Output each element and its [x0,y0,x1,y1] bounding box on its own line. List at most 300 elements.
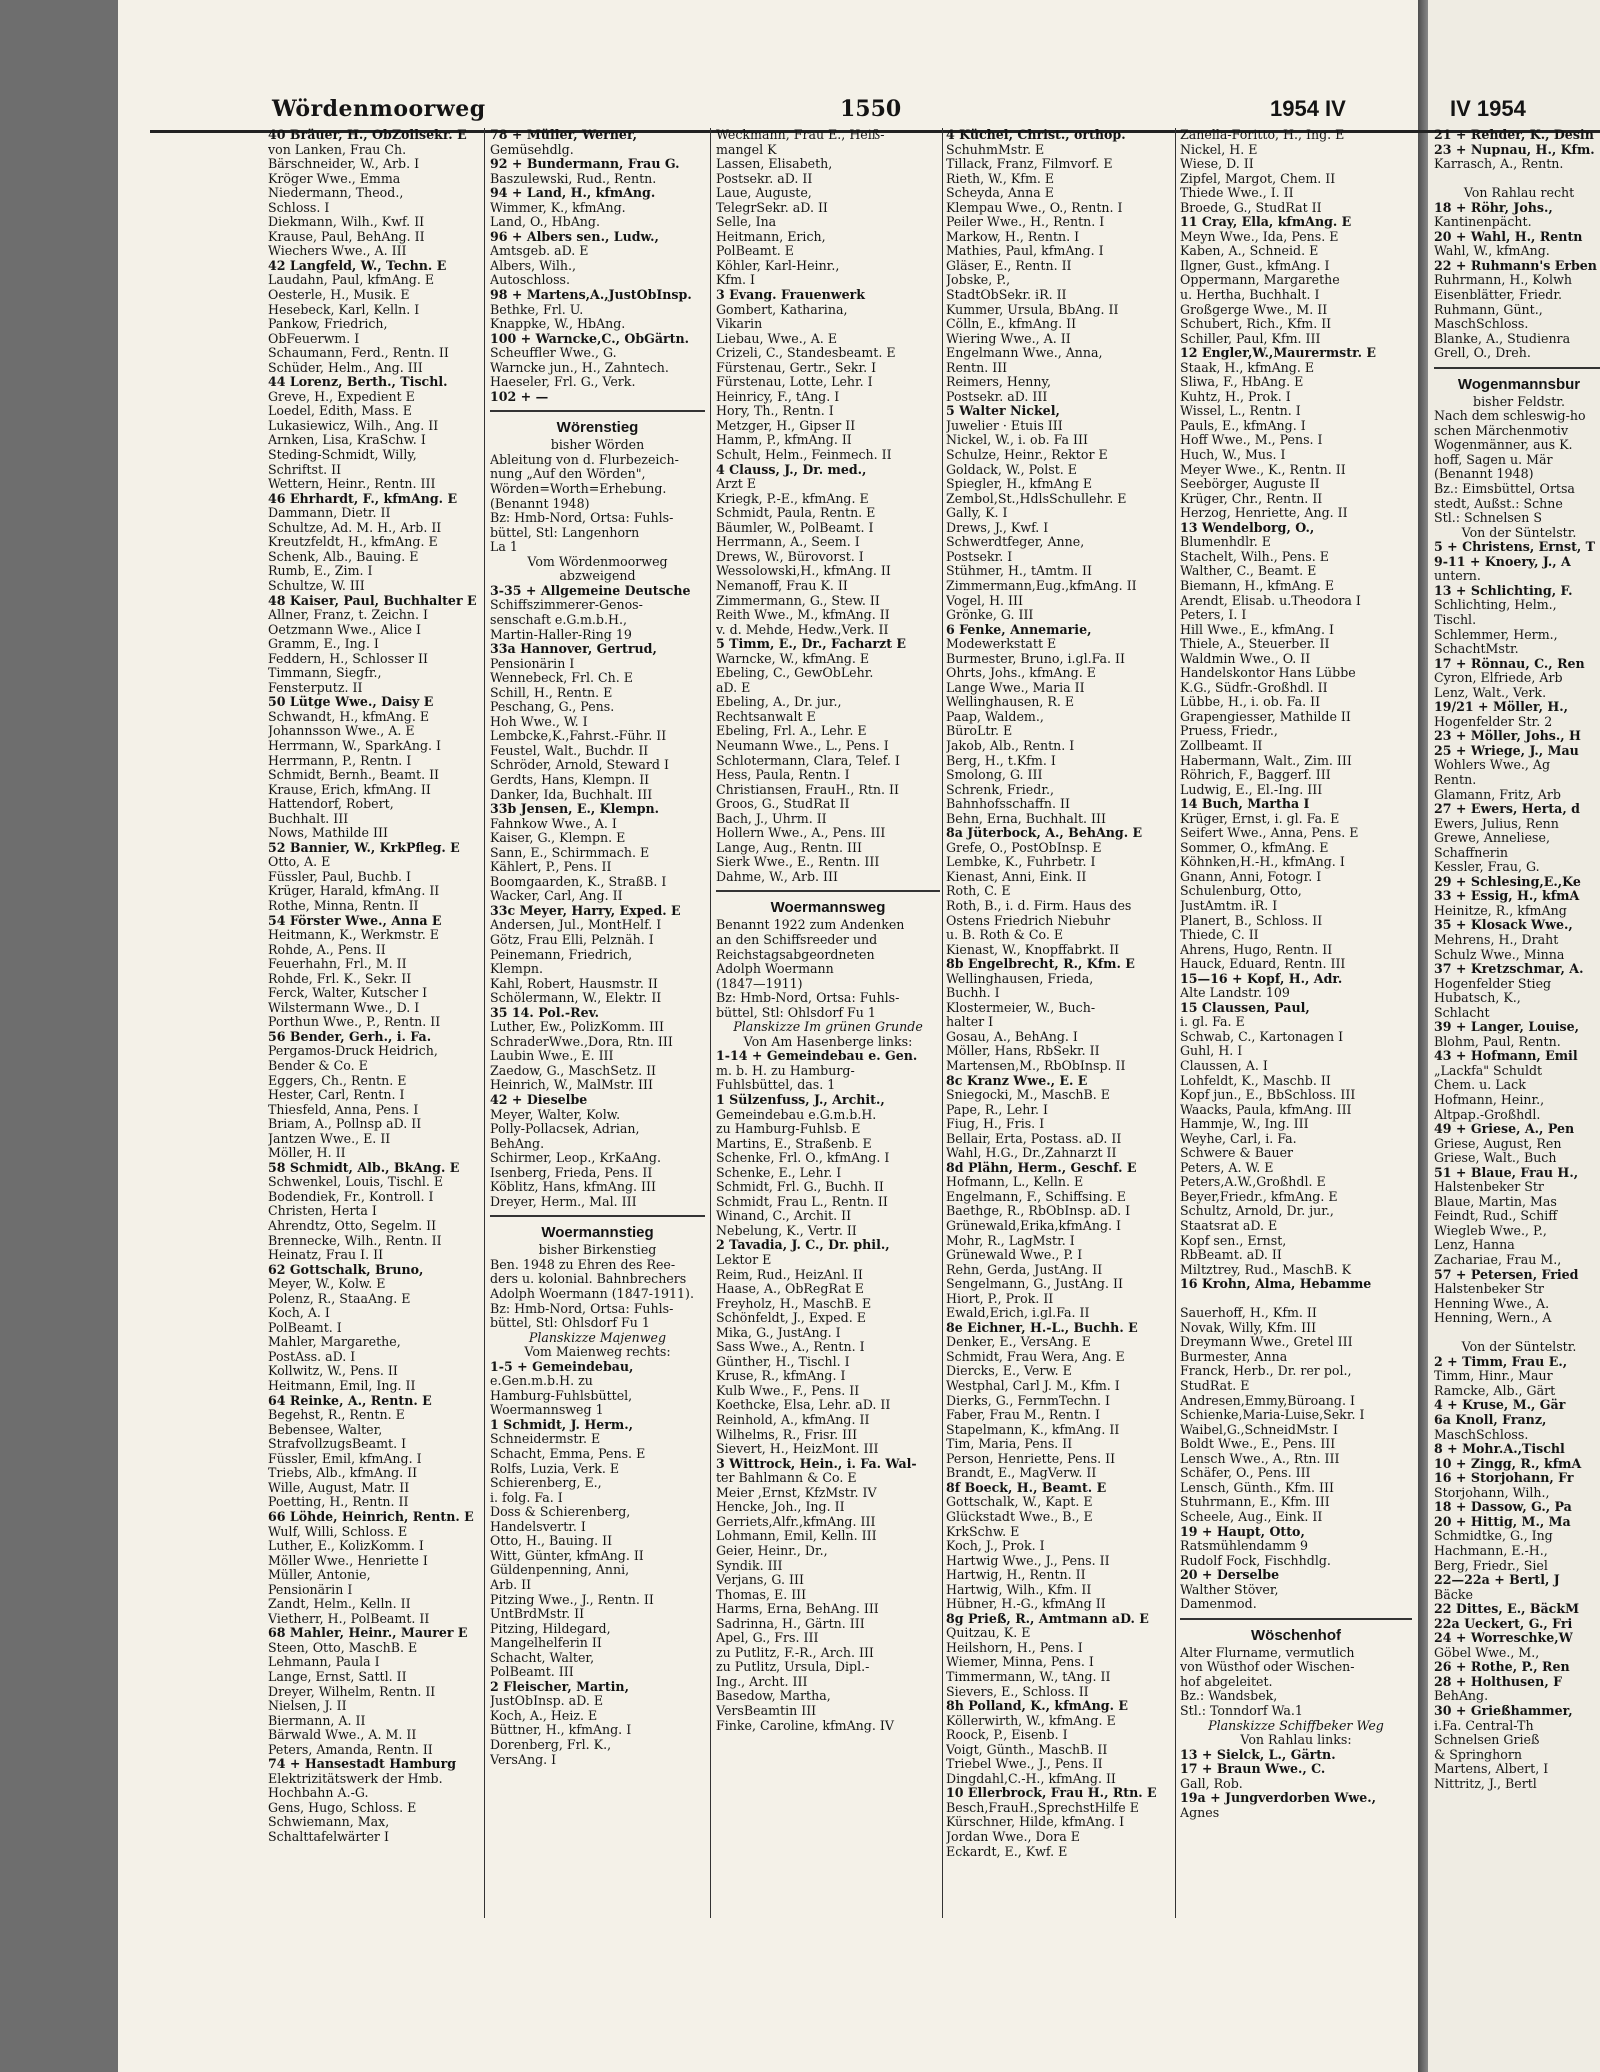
house-entry: 23 + Möller, Johs., H [1434,729,1581,744]
resident-entry: Kopf jun., E., BbSchloss. III [1180,1088,1356,1103]
resident-entry: Rieth, W., Kfm. E [946,171,1055,186]
resident-entry: Zanella-Foritto, H., Ing. E [1180,128,1345,142]
resident-entry: Hartwig, H., Rentn. II [946,1568,1086,1583]
house-entry: 4 + Kruse, M., Gär [1434,1398,1566,1413]
resident-entry: Guhl, H. I [1180,1044,1243,1059]
resident-entry: aD. E [716,680,751,695]
section-rule [1180,1612,1412,1620]
resident-entry: Witt, Günter, kfmAng. II [490,1548,644,1563]
resident-entry: Schulenburg, Otto, [1180,884,1302,899]
resident-entry: Schalttafelwärter I [268,1829,389,1844]
resident-entry: Dammann, Dietr. II [268,506,391,521]
resident-entry: Rolfs, Luzia, Verk. E [490,1461,620,1476]
resident-entry: Wiegleb Wwe., P., [1434,1223,1547,1238]
resident-entry: SchraderWwe.,Dora, Rtn. III [490,1034,673,1049]
resident-entry: Bz.: Eimsbüttel, Ortsa [1434,482,1575,497]
house-entry: 18 + Dassow, G., Pa [1434,1500,1572,1515]
resident-entry: Franck, Herb., Dr. rer pol., [1180,1364,1352,1379]
resident-entry: Behn, Erna, Buchhalt. III [946,811,1106,826]
resident-entry: Hollern Wwe., A., Pens. III [716,826,886,841]
resident-entry: Wahl, W., kfmAng. [1434,244,1550,259]
resident-entry: Steding-Schmidt, Willy, [268,448,417,463]
resident-entry: Bender & Co. E [268,1059,368,1073]
resident-entry: Sann, E., Schirmmach. E [490,845,650,860]
resident-entry: Claussen, A. I [1180,1059,1268,1073]
resident-entry: Koch, A. I [268,1306,330,1321]
house-entry: 52 Bannier, W., KrkPfleg. E [268,840,460,855]
resident-entry: Cyron, Elfriede, Arb [1434,671,1563,686]
resident-entry: Arendt, Elisab. u.Theodora I [1180,593,1361,608]
house-entry: 6a Knoll, Franz, [1434,1413,1547,1428]
resident-entry: Heitmann, K., Werkmstr. E [268,928,439,943]
resident-entry: Handelsvertr. I [490,1519,586,1534]
resident-entry: Kummer, Ursula, BbAng. II [946,302,1119,317]
directory-column [490,128,705,1928]
resident-entry: Luther, E., KolizKomm. I [268,1539,424,1554]
resident-entry: Warncke, W., kfmAng. E [716,651,870,666]
resident-entry: Ebeling, Frl. A., Lehr. E [716,724,867,739]
resident-entry: Brennecke, Wilh., Rentn. II [268,1233,442,1248]
resident-entry: Walther Stöver, [1180,1582,1279,1597]
resident-entry: Gramm, E., Ing. I [268,637,379,652]
house-entry: 33 + Essig, H., kfmA [1434,889,1580,904]
resident-entry: Schlemmer, Herm., [1434,627,1558,642]
resident-entry: Groos, G., StudRat II [716,797,850,812]
resident-entry: Polly-Pollacsek, Adrian, [490,1122,640,1137]
resident-entry: Müller, Antonie, [268,1568,371,1583]
resident-entry: Möller, H. II [268,1146,346,1161]
resident-entry: Gemüsehdlg. [490,142,574,157]
resident-entry: Kollwitz, W., Pens. II [268,1364,398,1379]
resident-entry: Stapelmann, K., kfmAng. II [946,1422,1120,1437]
resident-entry: Göbel Wwe., M., [1434,1645,1540,1660]
house-entry: 74 + Hansestadt Hamburg [268,1757,457,1772]
resident-entry: Verjans, G. III [716,1573,804,1588]
resident-entry: KrkSchw. E [946,1524,1020,1539]
directory-column [716,128,940,1928]
house-entry: 11 Cray, Ella, kfmAng. E [1180,215,1352,230]
resident-entry: Schmidt, Frl. G., Buchh. II [716,1180,884,1195]
resident-entry: v. d. Mehde, Hedw.,Verk. II [716,622,889,637]
resident-entry: Fürstenau, Lotte, Lehr. I [716,375,873,390]
resident-entry: ObFeuerwm. I [268,331,360,346]
house-entry: 24 + Worreschke,W [1434,1631,1573,1646]
resident-entry: Hartwig Wwe., J., Pens. II [946,1553,1110,1568]
resident-entry: Stachelt, Wilh., Pens. E [1180,549,1329,564]
resident-entry: Reim, Rud., HeizAnl. II [716,1267,863,1282]
resident-entry: Bellair, Erta, Postass. aD. II [946,1131,1122,1146]
resident-entry: Gall, Rob. [1180,1776,1243,1791]
resident-entry: K.G., Südfr.-Großhdl. II [1180,680,1328,695]
resident-entry: Lukasiewicz, Wilh., Ang. II [268,418,439,433]
street-note: bisher Wörden [550,438,645,453]
resident-entry: Jantzen Wwe., E. II [268,1131,391,1146]
resident-entry: Weyhe, Carl, i. Fa. [1180,1131,1297,1146]
house-entry: 33c Meyer, Harry, Exped. E [490,903,681,918]
resident-entry: Eggers, Ch., Rentn. E [268,1073,407,1088]
house-entry: 62 Gottschalk, Bruno, [268,1262,424,1277]
resident-entry: Briam, A., Pollnsp aD. II [268,1117,422,1132]
resident-entry: Kählert, P., Pens. II [490,860,612,875]
resident-entry: Wulf, Willi, Schloss. E [268,1524,408,1539]
resident-entry: Pensionärin I [490,656,575,671]
resident-entry: Laudahn, Paul, kfmAng. E [268,273,435,288]
resident-entry: büttel, Stl: Ohlsdorf Fu 1 [490,1316,650,1331]
resident-entry: Herrmann, A., Seem. I [716,535,860,550]
resident-entry: Grünewald,Erika,kfmAng. I [946,1219,1122,1234]
resident-entry: Schlacht [1434,1005,1490,1020]
resident-entry: Bz: Hmb-Nord, Ortsa: Fuhls- [490,1301,674,1316]
resident-entry: Fuhlsbüttel, das. 1 [716,1078,836,1093]
resident-entry: Schacht, Emma, Pens. E [490,1447,646,1462]
resident-entry: Staatsrat aD. E [1180,1219,1278,1234]
resident-entry: Schlotermann, Clara, Telef. I [716,753,900,768]
house-entry: 14 Buch, Martha I [1180,797,1310,812]
resident-entry: Benannt 1922 zum Andenken [716,918,905,933]
house-entry: 68 Mahler, Heinr., Maurer E [268,1626,468,1641]
resident-entry: (Benannt 1948) [1434,467,1534,482]
resident-entry: Loedel, Edith, Mass. E [268,404,412,419]
house-entry: 26 + Rothe, P., Ren [1434,1660,1570,1675]
house-entry: 33b Jensen, E., Klempn. [490,802,660,817]
resident-entry: Kuhtz, H., Prok. I [1180,389,1291,404]
resident-entry: Heinitze, R., kfmAng [1434,903,1567,918]
resident-entry: Kaiser, G., Klempn. E [490,831,626,846]
house-entry: 54 Förster Wwe., Anna E [268,913,442,928]
resident-entry: Waibel,G.,SchneidMstr. I [1180,1422,1339,1437]
house-entry: 58 Schmidt, Alb., BkAng. E [268,1160,460,1175]
house-entry: 4 Küchel, Christ., orthop. [946,128,1126,142]
resident-entry: Scheele, Aug., Eink. II [1180,1509,1323,1524]
resident-entry: Polenz, R., StaaAng. E [268,1291,411,1306]
resident-entry: Bäcke [1434,1587,1473,1602]
resident-entry: Markow, H., Rentn. I [946,229,1080,244]
resident-entry: Wennebeck, Frl. Ch. E [490,671,633,686]
resident-entry: Meier ,Ernst, KfzMstr. IV [716,1485,877,1500]
resident-entry: Altpap.-Großhdl. [1434,1107,1541,1122]
house-entry: 100 + Warncke,C., ObGärtn. [490,331,690,346]
resident-entry: Lensch Wwe., A., Rtn. III [1180,1451,1340,1466]
resident-entry: Fensterputz. II [268,680,363,695]
resident-entry: i. gl. Fa. E [1180,1015,1245,1030]
resident-entry: zu Putlitz, F.-R., Arch. III [716,1645,874,1660]
resident-entry: Niedermann, Theod., [268,186,404,201]
resident-entry: Peters, I. I [1180,608,1247,623]
resident-entry: Handelskontor Hans Lübbe [1180,666,1356,681]
resident-entry: Westphal, Carl J. M., Kfm. I [946,1379,1120,1394]
resident-entry: i.Fa. Central-Th [1434,1718,1534,1733]
resident-entry: Großgerge Wwe., M. II [1180,302,1328,317]
resident-entry: „Lackfa" Schuldt [1434,1063,1543,1078]
resident-entry: Grapengiesser, Mathilde II [1180,709,1351,724]
resident-entry: Lohmann, Emil, Kelln. III [716,1529,877,1544]
resident-entry: Griese, August, Ren [1434,1136,1562,1151]
resident-entry: Hory, Th., Rentn. I [716,404,834,419]
house-entry: 15 Claussen, Paul, [1180,1000,1310,1015]
house-entry: 2 Fleischer, Martin, [490,1679,629,1694]
resident-entry: hof abgeleitet. [1180,1674,1273,1689]
resident-entry: Haase, A., ObRegRat E [716,1282,864,1297]
resident-entry: Glamann, Fritz, Arb [1434,787,1561,802]
resident-entry: Heitmann, Emil, Ing. II [268,1379,416,1394]
resident-entry: Schenke, Frl. O., kfmAng. I [716,1151,890,1166]
resident-entry: VersAng. I [490,1752,557,1767]
resident-entry: Hachmann, E.-H., [1434,1543,1548,1558]
directory-column [946,128,1171,1928]
resident-entry: Dreymann Wwe., Gretel III [1180,1335,1353,1350]
house-entry: 23 + Nupnau, H., Kfm. [1434,142,1595,157]
resident-entry: Ahrens, Hugo, Rentn. II [1180,942,1333,957]
resident-entry: Stl.: Tonndorf Wa.1 [1180,1703,1303,1718]
house-entry: 8a Jüterbock, A., BehAng. E [946,826,1143,841]
resident-entry: Waldmin Wwe., O. II [1180,651,1311,666]
street-note: Von Rahlau recht [1463,186,1575,201]
house-entry: 46 Ehrhardt, F., kfmAng. E [268,491,458,506]
house-entry: 49 + Griese, A., Pen [1434,1122,1575,1137]
street-heading: Wogenmannsbur [1457,375,1581,393]
resident-entry: Peters, Amanda, Rentn. II [268,1742,433,1757]
street-note: Von Am Hasenberge links: [743,1034,913,1049]
section-rule [490,404,705,412]
resident-entry: Engelmann, F., Schiffsing. E [946,1189,1126,1204]
resident-entry: Nittritz, J., Bertl [1434,1776,1537,1791]
resident-entry: Rumb, E., Zim. I [268,564,373,579]
street-heading: Wörenstieg [556,419,639,437]
resident-entry: Rehn, Gerda, JustAng. II [946,1262,1103,1277]
resident-entry: Postsekr. I [946,549,1013,564]
resident-entry: Weckmann, Frau E., Heiß- [716,128,885,142]
resident-entry: Bz: Hmb-Nord, Ortsa: Fuhls- [490,511,674,526]
resident-entry: Wörden=Worth=Erhebung. [490,482,667,497]
resident-entry: & Springhorn [1434,1747,1522,1762]
house-entry: 8g Prieß, R., Amtmann aD. E [946,1611,1149,1626]
resident-entry: Meyer Wwe., K., Rentn. II [1180,462,1346,477]
resident-entry: Elektrizitätswerk der Hmb. [268,1771,443,1786]
resident-entry: Jakob, Alb., Rentn. I [946,738,1075,753]
section-rule [490,1209,705,1217]
resident-entry: PolBeamt. III [490,1665,574,1680]
resident-entry: Ludwig, E., El.-Ing. III [1180,782,1323,797]
resident-entry: Hogenfelder Str. 2 [1434,714,1553,729]
resident-entry: Füssler, Paul, Buchb. I [268,869,412,884]
resident-entry: StudRat. E [1180,1379,1250,1394]
resident-entry: StrafvollzugsBeamt. I [268,1437,407,1452]
resident-entry: Hiort, P., Prok. II [946,1291,1054,1306]
resident-entry: Baethge, R., RbObInsp. aD. I [946,1204,1131,1219]
resident-entry: Meyer, W., Kolw. E [268,1277,386,1292]
house-entry: 21 + Rehder, K., Desin [1434,128,1594,142]
house-entry: 8b Engelbrecht, R., Kfm. E [946,957,1135,972]
house-entry: 37 + Kretzschmar, A. [1434,962,1584,977]
resident-entry: m. b. H. zu Hamburg- [716,1063,855,1078]
resident-entry: Reith Wwe., M., kfmAng. II [716,608,890,623]
resident-entry: Diekmann, Wilh., Kwf. II [268,215,425,230]
resident-entry: Ostens Friedrich Niebuhr [946,913,1111,928]
house-entry: 8h Polland, K., kfmAng. E [946,1699,1128,1714]
resident-entry: Feustel, Walt., Buchdr. II [490,743,649,758]
resident-entry: Apel, G., Frs. III [716,1631,819,1646]
resident-entry: Biemann, H., kfmAng. E [1180,578,1335,593]
resident-entry: Mangelhelferin II [490,1636,602,1651]
resident-entry: Güldenpenning, Anni, [490,1563,630,1578]
resident-entry: Zollbeamt. II [1180,738,1263,753]
resident-entry: Greve, H., Expedient E [268,389,415,404]
resident-entry: Dierks, G., FernmTechn. I [946,1393,1111,1408]
resident-entry: Andersen, Jul., MontHelf. I [490,918,662,933]
resident-entry: Knappke, W., HbAng. [490,317,626,332]
resident-entry: Schröder, Arnold, Steward I [490,758,669,773]
resident-entry: Kahl, Robert, Hausmstr. II [490,976,658,991]
resident-entry: Laubin Wwe., E. III [490,1049,614,1064]
resident-entry: Krause, Paul, BehAng. II [268,229,425,244]
resident-entry: Kantinenpächt. [1434,215,1532,230]
resident-entry: Schüder, Helm., Ang. III [268,360,423,375]
resident-entry: i. folg. Fa. I [490,1490,563,1505]
resident-entry: Krause, Erich, kfmAng. II [268,782,431,797]
resident-entry: Schultze, Ad. M. H., Arb. II [268,520,442,535]
resident-entry: Begehst, R., Rentn. E [268,1408,405,1423]
house-entry: 98 + Martens,A.,JustObInsp. [490,288,692,303]
resident-entry: Schnelsen Grieß [1434,1733,1540,1748]
resident-entry: Thomas, E. III [716,1587,807,1602]
resident-entry: Lensch, Günth., Kfm. III [1180,1480,1334,1495]
resident-entry: Koethcke, Elsa, Lehr. aD. II [716,1398,891,1413]
resident-entry: Günther, H., Tischl. I [716,1354,850,1369]
resident-entry: Stühmer, H., tAmtm. II [946,564,1092,579]
resident-entry: Schenke, E., Lehr. I [716,1165,842,1180]
house-entry: 28 + Holthusen, F [1434,1674,1563,1689]
resident-entry: Dreyer, Herm., Mal. III [490,1194,637,1209]
resident-entry: schen Märchenmotiv [1434,423,1569,438]
resident-entry: Cölln, E., kfmAng. II [946,317,1077,332]
resident-entry: Heitmann, Erich, [716,229,826,244]
resident-entry: Schwere & Bauer [1180,1146,1294,1161]
street-note: Von Rahlau links: [1240,1733,1352,1748]
resident-entry: Staak, H., kfmAng. E [1180,360,1315,375]
resident-entry: RbBeamt. aD. II [1180,1248,1282,1263]
resident-entry: Hammje, W., Ing. III [1180,1117,1309,1132]
directory-column [1180,128,1412,1928]
resident-entry: Röhrich, F., Baggerf. III [1180,768,1331,783]
column-divider [484,128,485,1918]
resident-entry: Kreutzfeldt, H., kfmAng. E [268,535,438,550]
resident-entry: Wogenmänner, aus K. [1434,438,1573,453]
resident-entry: Laue, Auguste, [716,186,812,201]
resident-entry: Heinatz, Frau I. II [268,1248,384,1263]
resident-entry: Blumenhdlr. E [1180,535,1271,550]
resident-entry: Vogel, H. III [946,593,1023,608]
resident-entry: Lenz, Hanna [1434,1238,1515,1253]
resident-entry: Schult, Helm., Feinmech. II [716,448,892,463]
resident-entry: Rechtsanwalt E [716,709,816,724]
resident-entry: Wiemer, Minna, Pens. I [946,1655,1094,1670]
house-entry: 78 + Müller, Werner, [490,128,638,142]
resident-entry: Sauerhoff, H., Kfm. II [1180,1306,1317,1321]
resident-entry: Halstenbeker Str [1434,1180,1544,1195]
resident-entry: Schmidtke, G., Ing [1434,1529,1553,1544]
column-divider [942,128,943,1918]
resident-entry: Bebensee, Walter, [268,1422,383,1437]
resident-entry: Ebeling, A., Dr. jur., [716,695,842,710]
resident-entry: Burmester, Anna [1180,1349,1288,1364]
resident-entry: Zachariae, Frau M., [1434,1253,1562,1268]
house-entry: 42 Langfeld, W., Techn. E [268,258,447,273]
resident-entry: Kienast, Anni, Eink. II [946,869,1087,884]
street-note: abzweigend [559,569,636,584]
resident-entry: Nach dem schleswig-ho [1434,409,1586,424]
resident-entry: Ohrts, Johs., kfmAng. E [946,666,1096,681]
resident-entry: Gottschalk, W., Kapt. E [946,1495,1093,1510]
resident-entry: Ahrendtz, Otto, Segelm. II [268,1219,437,1234]
resident-entry: Zembol,St.,HdlsSchullehr. E [946,491,1127,506]
resident-entry: Drews, J., Kwf. I [946,520,1049,535]
resident-entry: Nielsen, J. II [268,1699,347,1714]
house-entry: 15—16 + Kopf, H., Adr. [1180,971,1343,986]
resident-entry: Alter Flurname, vermutlich [1180,1645,1355,1660]
resident-entry: Schienke,Maria-Luise,Sekr. I [1180,1408,1365,1423]
resident-entry: Thiele, A., Steuerber. II [1180,637,1330,652]
resident-entry: Gens, Hugo, Schloss. E [268,1800,417,1815]
resident-entry: Schwerdtfeger, Anne, [946,535,1085,550]
resident-entry: Metzger, H., Gipser II [716,418,856,433]
house-entry: 1 Schmidt, J. Herm., [490,1417,633,1432]
house-entry: 8e Eichner, H.-L., Buchh. E [946,1320,1138,1335]
resident-entry: büttel, Stl: Ohlsdorf Fu 1 [716,1005,876,1020]
resident-entry: Herrmann, P., Rentn. I [268,753,412,768]
resident-entry: Gerriets,Alfr.,kfmAng. III [716,1514,876,1529]
directory-column [268,128,480,1928]
resident-entry: Blohm, Paul, Rentn. [1434,1034,1561,1049]
resident-entry: Rohde, A., Pens. II [268,942,386,957]
resident-entry: Stl.: Schnelsen S [1434,511,1543,526]
right-header-year: IV 1954 [1450,96,1526,121]
resident-entry [1434,172,1600,187]
resident-entry: Jobske, P., [946,273,1011,288]
book-gutter [1418,0,1428,2072]
resident-entry: Denker, E., VersAng. E [946,1335,1091,1350]
resident-entry: Rentn. III [946,360,1008,375]
resident-entry: Heinrich, W., MalMstr. III [490,1078,653,1093]
resident-entry: (1847—1911) [716,976,803,991]
resident-entry: Hester, Carl, Rentn. I [268,1088,405,1103]
resident-entry: PostAss. aD. I [268,1349,356,1364]
resident-entry: Vietherr, H., PolBeamt. II [268,1611,430,1626]
resident-entry: UntBrdMstr. II [490,1607,585,1622]
house-entry: 3-35 + Allgemeine Deutsche [490,583,691,598]
resident-entry: Hauck, Eduard, Rentn. III [1180,957,1346,972]
resident-entry: Köllerwirth, W., kfmAng. E [946,1713,1116,1728]
resident-entry: Sievers, E., Schloss. II [946,1684,1089,1699]
resident-entry: senschaft e.G.m.b.H., [490,612,627,627]
resident-entry: Arzt E [716,477,757,492]
resident-entry: Gnann, Anni, Fotogr. I [1180,869,1322,884]
house-entry: 44 Lorenz, Berth., Tischl. [268,375,448,390]
resident-entry: Pitzing Wwe., J., Rentn. II [490,1592,654,1607]
resident-entry: Liebau, Wwe., A. E [716,331,838,346]
resident-entry: Schwab, C., Kartonagen I [1180,1029,1344,1044]
resident-entry: Hochbahn A.-G. [268,1786,369,1801]
resident-entry: Stuhrmann, E., Kfm. III [1180,1495,1330,1510]
resident-entry: Martin-Haller-Ring 19 [490,627,632,642]
resident-entry: Wellinghausen, Frieda, [946,971,1094,986]
resident-entry: Hartwig, Wilh., Kfm. II [946,1582,1092,1597]
resident-entry: Halstenbeker Str [1434,1282,1544,1297]
house-entry: 19a + Jungverdorben Wwe., [1180,1791,1377,1806]
resident-entry: Amtsgeb. aD. E [490,244,589,259]
resident-entry: Zimmermann,Eug.,kfmAng. II [946,578,1137,593]
resident-entry [1434,1326,1600,1341]
resident-entry: VersBeamtin III [716,1703,817,1718]
